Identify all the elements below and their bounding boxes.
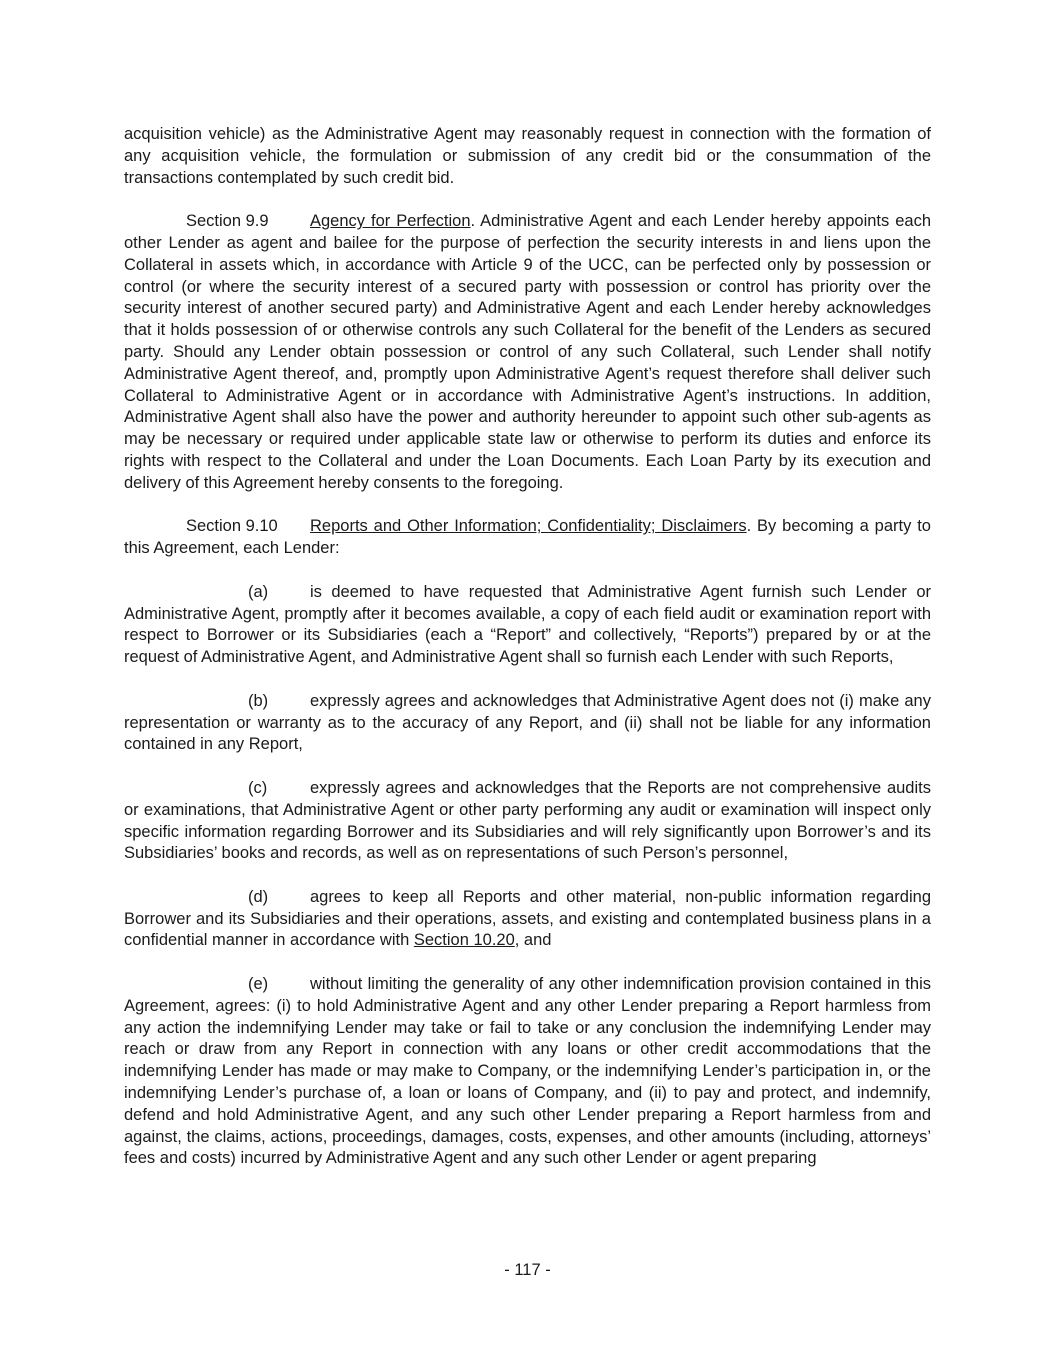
- document-page: [124, 124, 931, 1192]
- item-a-label: (a): [248, 582, 269, 601]
- item-a-text: is deemed to have requested that Administrative Agent furnish such Lender or Administrative Agent, promptly after it becomes available, a copy of each field audit or examination report with respect to Borrower or its Subsidiaries (each a “Report” and collectively, “Reports”) prepared by or at the request of Administrative Agent, and Administrative Agent shall so furnish each Lender with such Reports,: [124, 582, 931, 667]
- item-d: [124, 887, 931, 952]
- section-9-9-number: Section 9.9: [186, 212, 269, 231]
- section-9-9-title: Agency for Perfection: [310, 212, 471, 231]
- item-c: [124, 778, 931, 865]
- item-c-label: (c): [248, 778, 268, 797]
- item-b-label: (b): [248, 691, 269, 710]
- item-d-text: agrees to keep all Reports and other material, non-public information regarding Borrower and its Subsidiaries and their operations, assets, and existing and contemplated business plans in a confidential manner in accordance with: [124, 887, 931, 950]
- item-b-text: expressly agrees and acknowledges that Administrative Agent does not (i) make any representation or warranty as to the accuracy of any Report, and (ii) shall not be liable for any information contained in any Report,: [124, 691, 931, 754]
- item-d-text-end: , and: [514, 931, 552, 950]
- item-e: [124, 974, 931, 1170]
- intro-text: acquisition vehicle) as the Administrative Agent may reasonably request in connection with the formation of any acquisition vehicle, the formulation or submission of any credit bid or the consummation of the transactions contemplated by such credit bid.: [124, 125, 931, 187]
- section-9-10: [124, 516, 931, 560]
- section-9-10-body: . By becoming a party to this Agreement, each Lender:: [124, 517, 931, 558]
- section-10-20-link[interactable]: Section 10.20: [413, 931, 515, 950]
- section-9-10-number: Section 9.10: [186, 517, 278, 536]
- intro-paragraph: [124, 124, 931, 189]
- section-9-9: [124, 211, 931, 494]
- item-b: [124, 691, 931, 756]
- item-e-label: (e): [248, 975, 269, 994]
- section-9-9-body: . Administrative Agent and each Lender hereby appoints each other Lender as agent and bailee for the purpose of perfection the security interests in and liens upon the Collateral in assets which, in accordance with Article 9 of the UCC, can be perfected only by possession or control (or where the security interest of a secured party with possession or control has priority over the security interest of another secured party) and Administrative Agent and each Lender hereby acknowledges that it holds possession of or otherwise controls any such Collateral for the benefit of the Lenders as secured party. Should any Lender obtain possession or control of any such Collateral, such Lender shall notify Administrative Agent thereof, and, promptly upon Administrative Agent’s request therefore shall deliver such Collateral to Administrative Agent or in accordance with Administrative Agent’s instructions. In addition, Administrative Agent shall also have the power and authority hereunder to appoint such other sub-agents as may be necessary or required under applicable state law or otherwise to perform its duties and enforce its rights with respect to the Collateral and under the Loan Documents. Each Loan Party by its execution and delivery of this Agreement hereby consents to the foregoing.: [124, 212, 932, 492]
- section-9-10-title: Reports and Other Information; Confidentiality; Disclaimers: [310, 517, 747, 536]
- item-d-label: (d): [248, 887, 269, 906]
- page-number: - 117 -: [504, 1261, 551, 1279]
- item-c-text: expressly agrees and acknowledges that the Reports are not comprehensive audits or examinations, that Administrative Agent or other party performing any audit or examination will inspect only specific information regarding Borrower and its Subsidiaries and will rely significantly upon Borrower’s and its Subsidiaries’ books and records, as well as on representations of such Person’s personnel,: [124, 778, 931, 863]
- item-a: [124, 582, 931, 669]
- item-e-text: without limiting the generality of any other indemnification provision contained in this Agreement, agrees: (i) to hold Administrative Agent and any other Lender preparing a Report harmless from any action the indemnifying Lender may take or fail to take or any conclusion the indemnifying Lender may reach or draw from any Report in connection with any loans or other credit accommodations that the indemnifying Lender has made or may make to Company, or the indemnifying Lender’s participation in, or the indemnifying Lender’s purchase of, a loan or loans of Company, and (ii) to pay and protect, and indemnify, defend and hold Administrative Agent, and any such other Lender preparing a Report harmless from and against, the claims, actions, proceedings, damages, costs, expenses, and other amounts (including, attorneys’ fees and costs) incurred by Administrative Agent and any such other Lender or agent preparing: [124, 975, 931, 1168]
